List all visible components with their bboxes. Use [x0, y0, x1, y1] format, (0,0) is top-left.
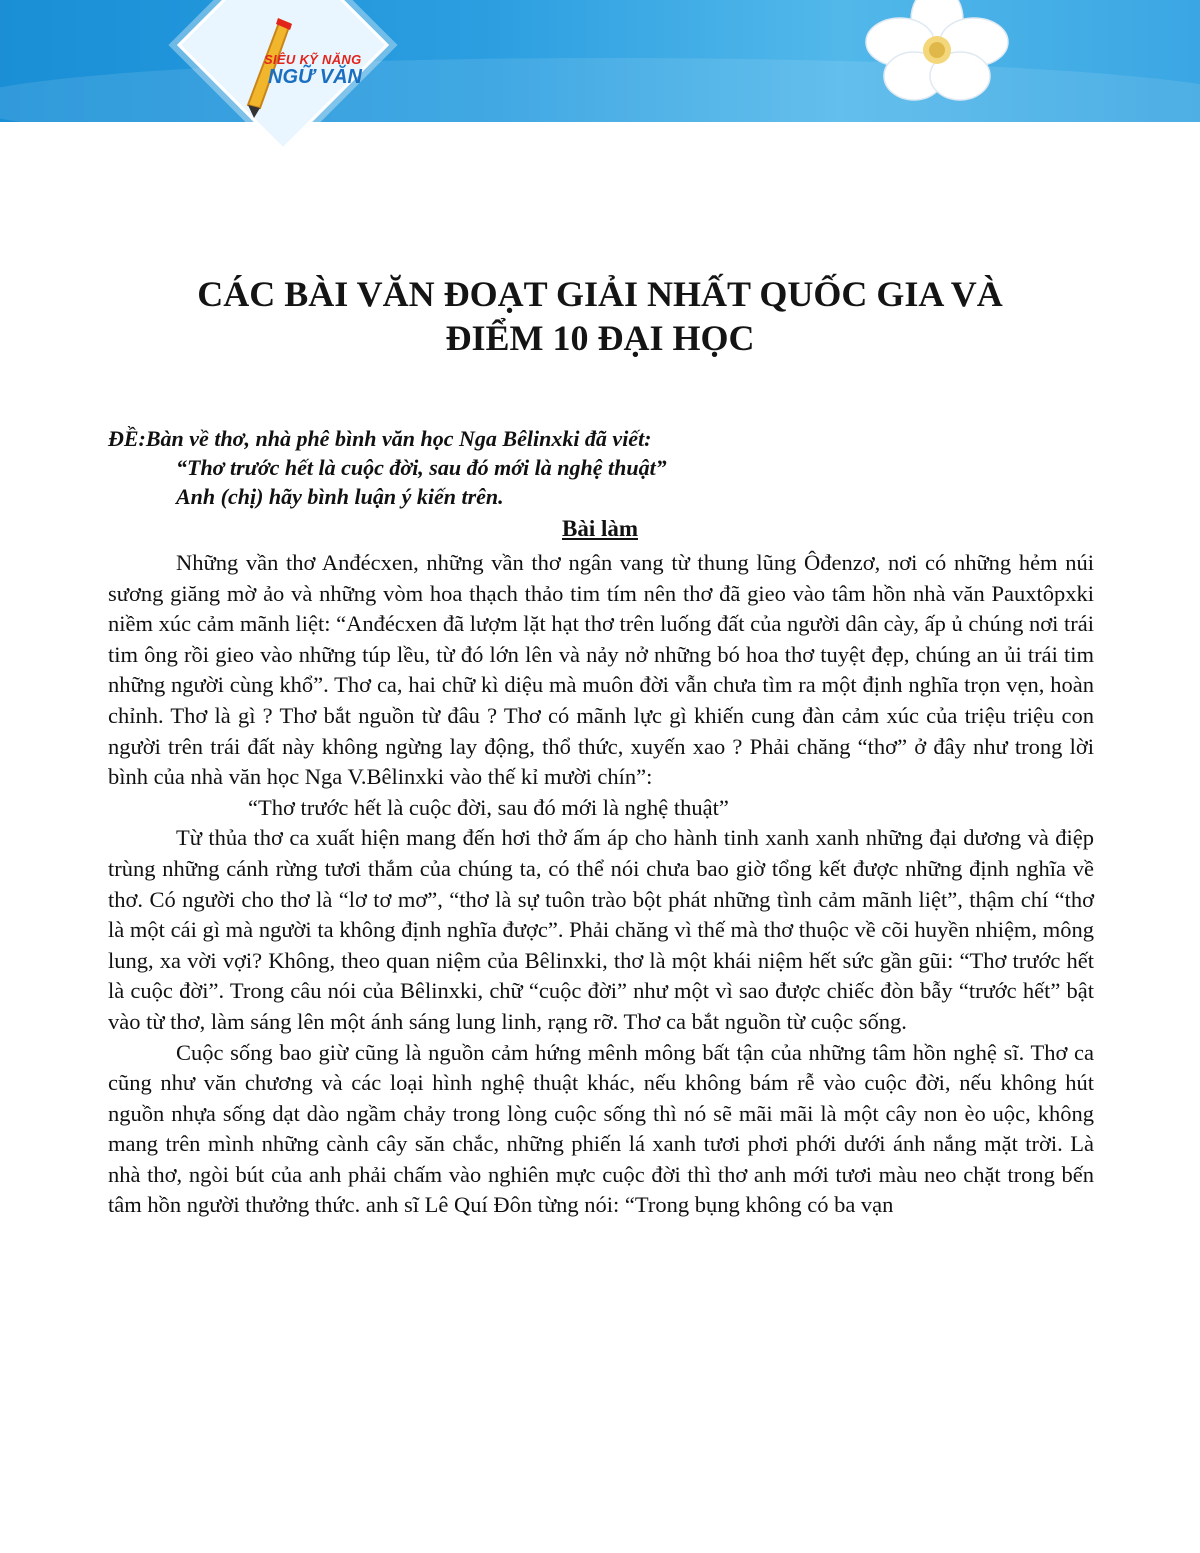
- logo-line2: NGỮ VĂN: [268, 66, 362, 88]
- paragraph-3: Cuộc sống bao giừ cũng là nguồn cảm hứng mênh mông bất tận của những tâm hồn nghệ sĩ. Thơ ca cũng như văn chương và các loại hình nghệ thuật khác, nếu không bám rễ vào cuộc đời, nếu không hút nguồn nhựa sống dạt dào ngầm chảy trong lòng cuộc sống thì nó sẽ mãi mãi là một cây non èo uộc, không mang trên mình những cành cây săn chắc, những phiến lá xanh tươi phơi phới dưới ánh nắng mặt trời. Là nhà thơ, ngòi bút của anh phải chấm vào nghiên mực cuộc đời thì thơ anh mới tươi màu neo chặt trong bến tâm hồn người thưởng thức. anh sĩ Lê Quí Đôn từng nói: “Trong bụng không có ba vạn: [108, 1039, 1094, 1218]
- prompt-line-1: ĐỀ:Bàn về thơ, nhà phê bình văn học Nga Bêlinxki đã viết:: [108, 426, 652, 451]
- title-line-1: CÁC BÀI VĂN ĐOẠT GIẢI NHẤT QUỐC GIA VÀ: [197, 274, 1003, 314]
- section-heading: Bài làm: [561, 516, 639, 541]
- page-title: [0, 272, 1200, 360]
- essay-prompt: [108, 424, 1098, 511]
- prompt-line-2: “Thơ trước hết là cuộc đời, sau đó mới là nghệ thuật”: [176, 455, 667, 480]
- quote-line: “Thơ trước hết là cuộc đời, sau đó mới là nghệ thuật”: [248, 794, 729, 820]
- title-line-2: ĐIỂM 10 ĐẠI HỌC: [445, 318, 755, 358]
- logo-line1: SIÊU KỸ NĂNG: [264, 52, 362, 67]
- paragraph-1: Những vần thơ Anđécxen, những vần thơ ngân vang từ thung lũng Ôđenzơ, nơi có những hẻm núi sương giăng mờ ảo và những vòm hoa thạch thảo tim tím nên thơ đã gieo vào tâm hồn nhà văn Pauxtôpxki niềm xúc cảm mãnh liệt: “Anđécxen đã lượm lặt hạt thơ trên luống đất của người dân cày, ấp ủ chúng nơi trái tim ông rồi gieo vào những túp lều, từ đó lớn lên và nảy nở những bó hoa thơ tuyệt đẹp, chúng an ủi trái tim những người cùng khổ”. Thơ ca, hai chữ kì diệu mà muôn đời vẫn chưa tìm ra một định nghĩa trọn vẹn, hoàn chỉnh. Thơ là gì ? Thơ bắt nguồn từ đâu ? Thơ có mãnh lực gì khiến cung đàn cảm xúc của triệu triệu con người trên trái đất này không ngừng lay động, thổ thức, xuyến xao ? Phải chăng “thơ” ở đây như trong lời bình của nhà văn học Nga V.Bêlinxki vào thế kỉ mười chín”:: [108, 550, 1094, 790]
- prompt-line-3: Anh (chị) hãy bình luận ý kiến trên.: [176, 484, 504, 509]
- paragraph-2: Từ thủa thơ ca xuất hiện mang đến hơi thở ấm áp cho hành tinh xanh xanh những đại dương và điệp trùng những cánh rừng tươi thắm của chúng ta, có thể nói chưa bao giờ tổng kết được những định nghĩa về thơ. Có người cho thơ là “lơ tơ mơ”, “thơ là sự tuôn trào bột phát những tình cảm mãnh liệt”, thậm chí “thơ là một cái gì mà người ta không định nghĩa được”. Phải chăng vì thế mà thơ thuộc về cõi huyền nhiệm, mông lung, xa vời vợi? Không, theo quan niệm của Bêlinxki, thơ là một khái niệm hết sức gần gũi: “Thơ trước hết là cuộc đời”. Trong câu nói của Bêlinxki, chữ “cuộc đời” như một vì sao được chiếc đòn bẫy “trước hết” bật vào từ thơ, làm sáng lên một ánh sáng lung linh, rạng rỡ. Thơ ca bắt nguồn từ cuộc sống.: [108, 825, 1094, 1034]
- essay-body: [108, 548, 1094, 1221]
- flower-decoration-icon: [852, 0, 1022, 122]
